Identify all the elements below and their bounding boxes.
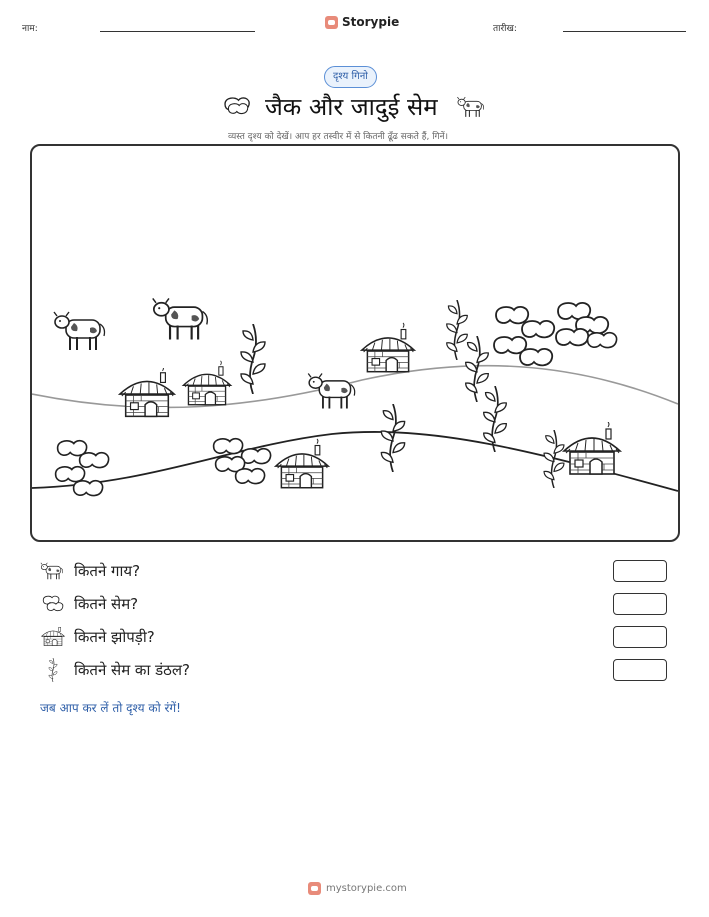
beanstalk [544,430,564,488]
beanstalk [484,386,507,452]
title-cow-icon [456,94,488,120]
cow [153,298,208,339]
cow-icon [40,559,66,583]
bean-cluster [494,303,617,365]
question-text: कितने सेम? [74,595,139,613]
hut [362,323,415,372]
hut [564,422,620,474]
question-text: कितने झोपड़ी? [74,628,155,646]
page-title: जैक और जादुई सेम [265,93,438,121]
storypie-logo-icon [325,16,338,29]
name-field-line[interactable] [100,31,255,32]
question-text: कितने गाय? [74,562,141,580]
beanstalk [381,404,404,472]
date-label: तारीख: [493,24,517,34]
name-label: नाम: [22,24,38,34]
answer-box-beans[interactable] [613,593,667,615]
instructions-subtitle: व्यस्त दृश्य को देखें। आप हर तस्वीर में से कितनी ढूँढ सकते हैं, गिनें। [228,132,449,142]
storypie-logo-icon [308,882,321,895]
bean-cluster [214,439,271,484]
brand-logo [325,15,399,29]
date-field-line[interactable] [563,31,686,32]
title-bean-icon [222,95,252,117]
footer-url[interactable]: mystorypie.com [326,883,407,894]
answer-box-beanstalks[interactable] [613,659,667,681]
scene-frame [30,144,680,542]
beanstalk [241,324,265,394]
bean-cluster [56,441,109,496]
scene-illustration [32,146,678,540]
answer-box-huts[interactable] [613,626,667,648]
question-text: कितने सेम का डंठल? [74,661,190,679]
bean-icon [40,592,66,616]
cow [54,312,105,350]
footer [308,882,407,895]
hut [120,366,174,416]
coloring-instruction: जब आप कर लें तो दृश्य को रंगें! [40,701,181,715]
activity-badge: दृश्य गिनो [324,66,377,88]
hut-icon [40,625,66,649]
question-row-cows [40,558,140,584]
brand-name: Storypie [342,15,400,29]
question-row-beans [40,591,138,617]
hut [183,361,230,405]
question-row-beanstalks [40,657,190,683]
beanstalk-icon [40,658,66,682]
beanstalk [447,300,468,360]
answer-box-cows[interactable] [613,560,667,582]
question-row-huts [40,624,155,650]
hut [276,439,329,488]
